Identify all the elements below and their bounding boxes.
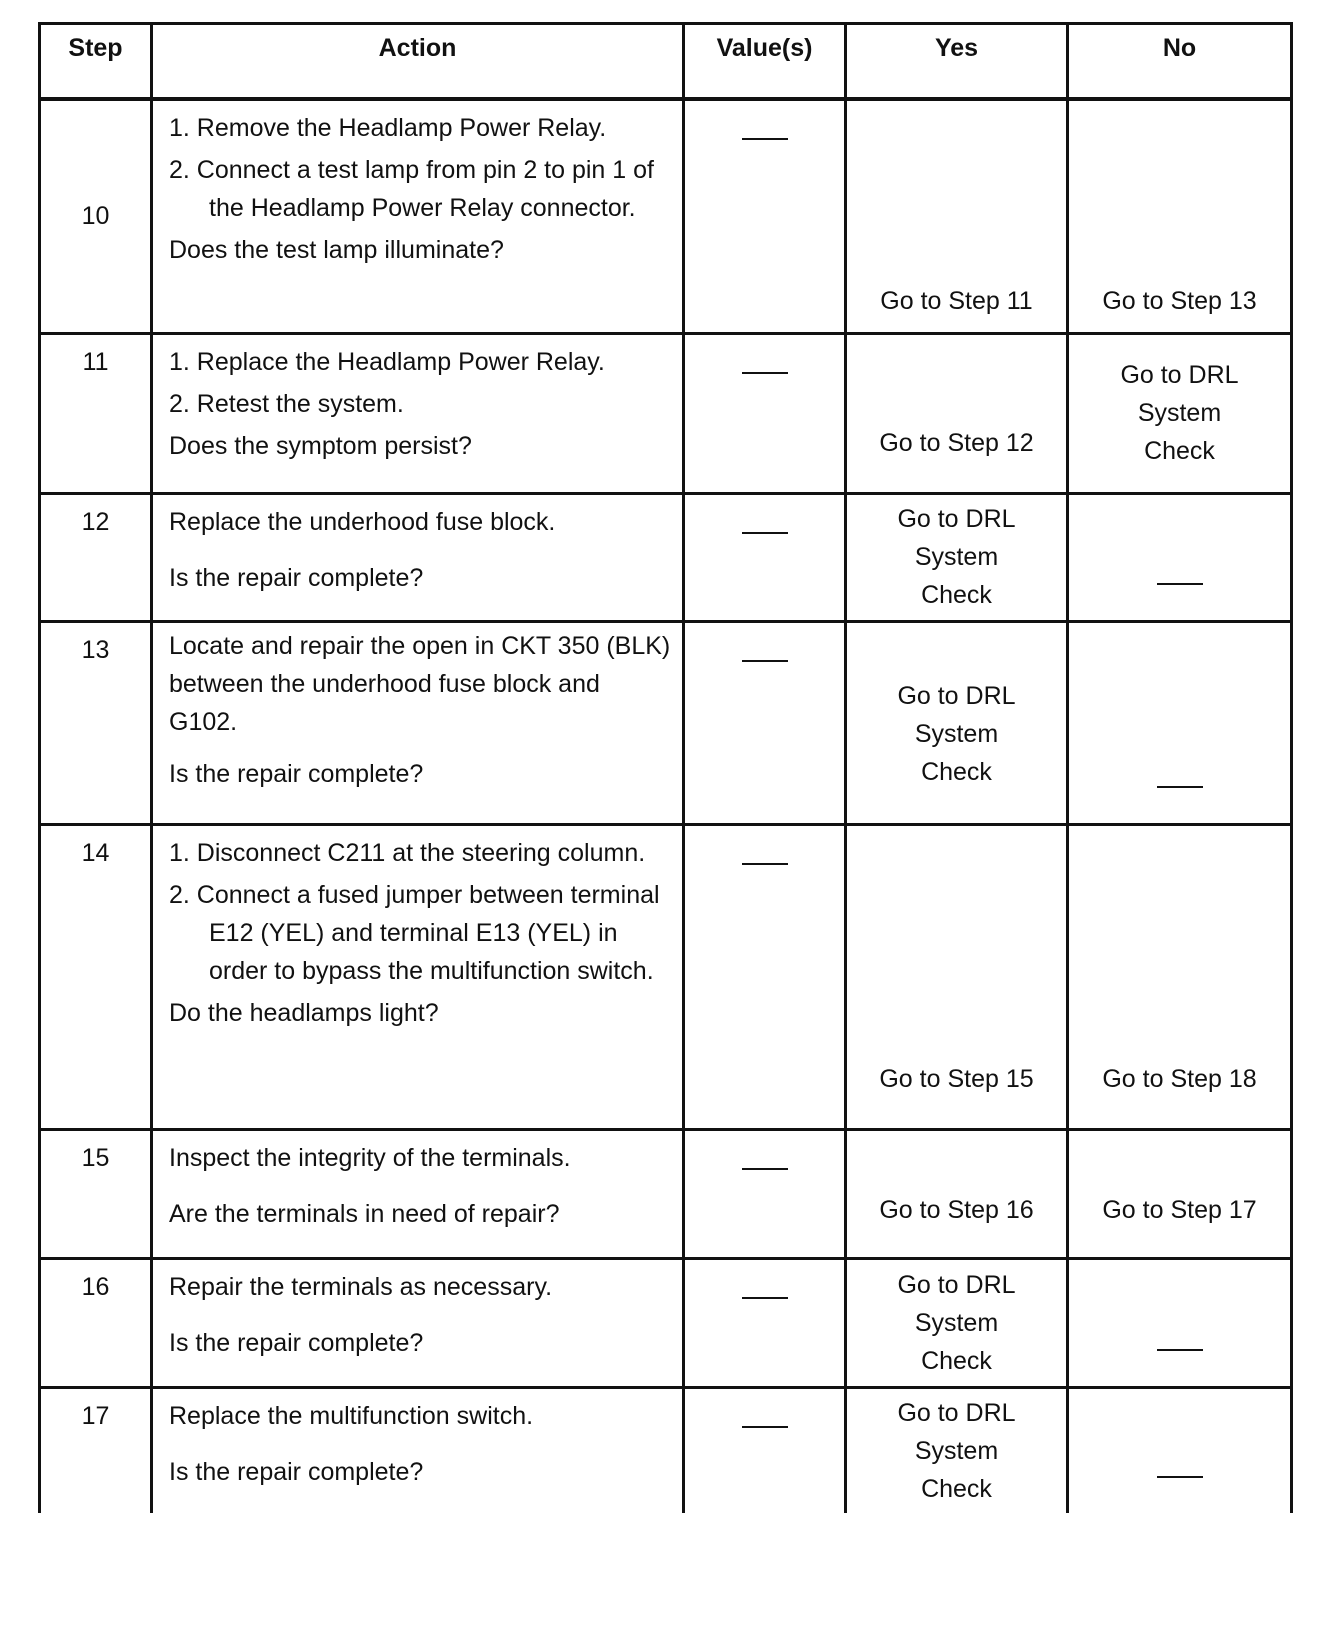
action-cell — [152, 1129, 684, 1258]
step-number: 14 — [40, 824, 152, 1129]
value-dash — [742, 138, 788, 140]
action-line: 2. Retest the system. — [169, 389, 404, 418]
action-cell — [152, 1258, 684, 1387]
diagnostic-table-container — [38, 22, 1290, 1513]
table-row — [40, 99, 1292, 333]
value-dash — [742, 1297, 788, 1299]
yes-cell — [846, 99, 1068, 333]
table-row — [40, 333, 1292, 493]
yes-outcome: Go to Step 11 — [880, 286, 1033, 315]
action-line: Locate and repair the open in CKT 350 (BLK) between the underhood fuse block and G102. — [169, 631, 671, 736]
no-cell — [1068, 333, 1292, 493]
yes-outcome: Go to Step 15 — [879, 1064, 1034, 1093]
step-number: 16 — [40, 1258, 152, 1387]
action-cell — [152, 333, 684, 493]
action-cell — [152, 493, 684, 621]
yes-cell — [846, 824, 1068, 1129]
step-number: 10 — [40, 99, 152, 333]
yes-outcome: Go to DRL System Check — [897, 1270, 1016, 1375]
action-cell — [152, 99, 684, 333]
no-outcome: Go to Step 18 — [1102, 1064, 1257, 1093]
action-question: Do the headlamps light? — [169, 998, 439, 1027]
action-line: 1. Remove the Headlamp Power Relay. — [169, 114, 607, 142]
action-cell — [152, 1387, 684, 1513]
yes-outcome: Go to DRL System Check — [897, 1398, 1016, 1503]
no-cell — [1068, 824, 1292, 1129]
step-number: 11 — [40, 333, 152, 493]
header-no: No — [1068, 24, 1292, 100]
header-values: Value(s) — [684, 24, 846, 100]
action-question: Are the terminals in need of repair? — [169, 1199, 560, 1228]
no-cell — [1068, 1258, 1292, 1387]
step-number: 15 — [40, 1129, 152, 1258]
yes-outcome: Go to DRL System Check — [897, 505, 1016, 609]
header-action: Action — [152, 24, 684, 100]
action-question: Does the test lamp illuminate? — [169, 236, 504, 264]
table-row — [40, 1129, 1292, 1258]
action-cell — [152, 824, 684, 1129]
action-line: Replace the multifunction switch. — [169, 1401, 534, 1430]
value-dash — [742, 1426, 788, 1428]
table-row — [40, 621, 1292, 824]
no-cell — [1068, 621, 1292, 824]
yes-cell — [846, 1129, 1068, 1258]
table-row — [40, 493, 1292, 621]
value-dash — [742, 372, 788, 374]
action-line: Inspect the integrity of the terminals. — [169, 1143, 571, 1172]
no-outcome: Go to Step 13 — [1102, 286, 1257, 315]
action-question: Is the repair complete? — [169, 1328, 424, 1357]
yes-cell — [846, 1258, 1068, 1387]
value-dash — [742, 532, 788, 534]
action-question: Is the repair complete? — [169, 1457, 424, 1486]
yes-cell — [846, 621, 1068, 824]
step-number: 12 — [40, 493, 152, 621]
action-line: 1. Replace the Headlamp Power Relay. — [169, 347, 605, 376]
no-cell — [1068, 99, 1292, 333]
value-cell — [684, 1387, 846, 1513]
action-question: Is the repair complete? — [169, 759, 424, 788]
header-row — [40, 24, 1292, 100]
no-outcome: Go to Step 17 — [1102, 1195, 1257, 1224]
action-cell — [152, 621, 684, 824]
yes-outcome: Go to Step 16 — [879, 1195, 1034, 1224]
value-cell — [684, 333, 846, 493]
no-cell — [1068, 1129, 1292, 1258]
value-cell — [684, 99, 846, 333]
step-number: 13 — [40, 621, 152, 824]
no-cell — [1068, 1387, 1292, 1513]
no-dash — [1157, 1476, 1203, 1478]
table-row — [40, 1387, 1292, 1513]
action-line: 2. Connect a fused jumper between terminal E12 (YEL) and terminal E13 (YEL) in order to bypass the multifunction switch. — [169, 880, 660, 985]
yes-outcome: Go to Step 12 — [879, 428, 1034, 457]
step-number: 17 — [40, 1387, 152, 1513]
action-line: Replace the underhood fuse block. — [169, 507, 556, 536]
value-cell — [684, 1129, 846, 1258]
action-question: Does the symptom persist? — [169, 431, 472, 460]
yes-cell — [846, 1387, 1068, 1513]
table-row — [40, 824, 1292, 1129]
table-row — [40, 1258, 1292, 1387]
value-dash — [742, 1168, 788, 1170]
value-dash — [742, 660, 788, 662]
no-outcome: Go to DRL System Check — [1120, 361, 1239, 465]
value-dash — [742, 863, 788, 865]
action-question: Is the repair complete? — [169, 563, 424, 592]
value-cell — [684, 493, 846, 621]
yes-outcome: Go to DRL System Check — [897, 681, 1016, 786]
action-line: 2. Connect a test lamp from pin 2 to pin 1 of the Headlamp Power Relay connector. — [169, 156, 654, 222]
value-cell — [684, 824, 846, 1129]
diagnostic-table — [38, 22, 1293, 1513]
value-cell — [684, 1258, 846, 1387]
header-step: Step — [40, 24, 152, 100]
no-dash — [1157, 1349, 1203, 1351]
action-line: Repair the terminals as necessary. — [169, 1272, 553, 1301]
action-line: 1. Disconnect C211 at the steering column. — [169, 838, 646, 867]
value-cell — [684, 621, 846, 824]
no-cell — [1068, 493, 1292, 621]
no-dash — [1157, 583, 1203, 585]
header-yes: Yes — [846, 24, 1068, 100]
no-dash — [1157, 786, 1203, 788]
yes-cell — [846, 333, 1068, 493]
yes-cell — [846, 493, 1068, 621]
